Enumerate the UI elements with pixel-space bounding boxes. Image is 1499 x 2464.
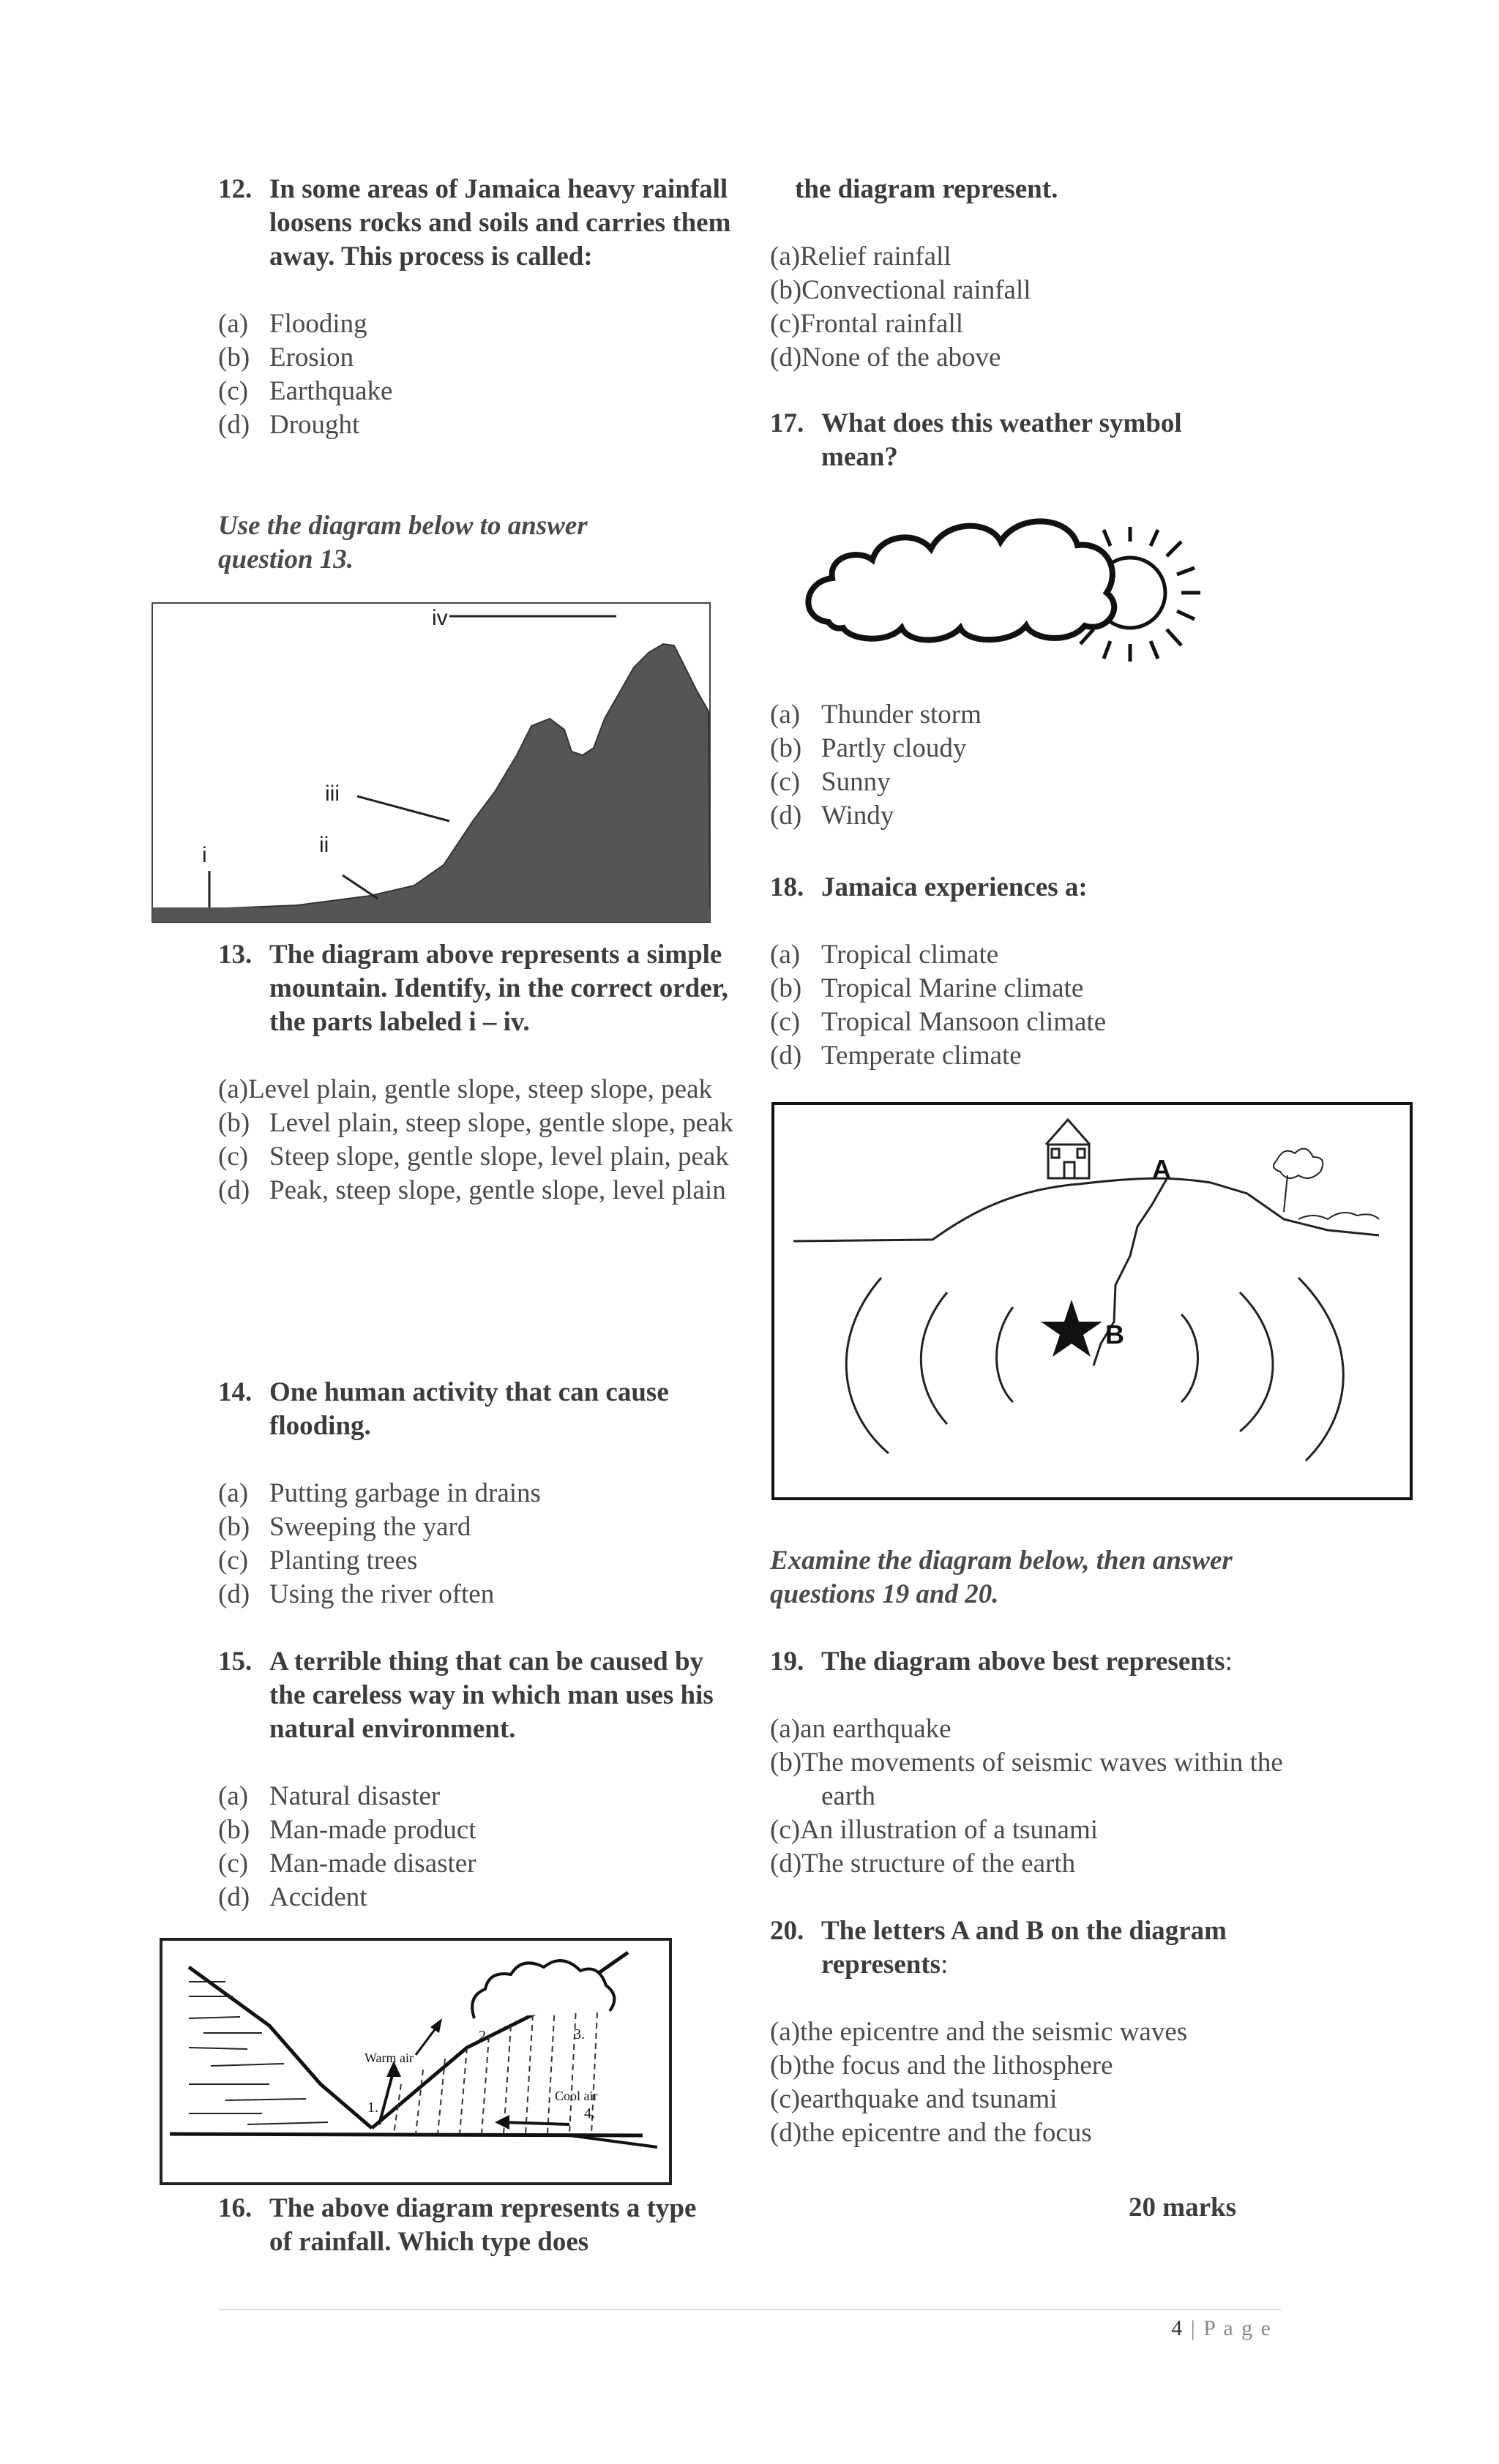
option-b[interactable]: (b) Erosion [218, 342, 354, 372]
option-a[interactable]: (a)an earthquake [770, 1714, 952, 1744]
option-c[interactable]: (c) Man-made disaster [218, 1849, 476, 1879]
option-c[interactable]: (c)earthquake and tsunami [770, 2084, 1058, 2114]
rainfall-diagram [160, 1938, 673, 2187]
option-d[interactable]: (d) Peak, steep slope, gentle slope, level plain [218, 1175, 726, 1205]
option-a[interactable]: (a) Tropical climate [770, 940, 999, 970]
question-15 [218, 1645, 745, 1914]
question-text: The letters A and B on the diagram represents [821, 1916, 1227, 1980]
instruction-q13: Use the diagram below to answer question 13. [218, 511, 588, 574]
option-d[interactable]: (d)None of the above [770, 342, 1001, 372]
option-c[interactable]: (c) Earthquake [218, 376, 393, 406]
instruction-q19-q20: Examine the diagram below, then answer questions 19 and 20. [770, 1546, 1233, 1609]
warm-air-label: Warm air [365, 2051, 414, 2065]
label-3: 3. [574, 2026, 585, 2042]
cool-air-label: Cool air [555, 2089, 598, 2103]
page-number: 4 | P a g e [1171, 2316, 1272, 2340]
option-d[interactable]: (d)The structure of the earth [770, 1849, 1076, 1879]
question-text: Jamaica experiences a: [821, 872, 1088, 902]
question-16 [218, 2192, 716, 2259]
option-c[interactable]: (c) Steep slope, gentle slope, level plain, peak [218, 1142, 729, 1172]
question-12 [218, 173, 745, 442]
option-a[interactable]: (a) Natural disaster [218, 1781, 441, 1811]
question-number: 14. [218, 1377, 253, 1407]
question-text: In some areas of Jamaica heavy rainfall loosens rocks and soils and carries them away. This process is called: [269, 174, 731, 272]
question-text: The diagram above represents a simple mountain. Identify, in the correct order, the parts labeled i – iv. [269, 940, 728, 1037]
option-b[interactable]: (b)The movements of seismic waves within the earth [770, 1748, 1283, 1811]
question-number: 20. [770, 1916, 804, 1946]
option-c[interactable]: (c) Sunny [770, 767, 891, 797]
question-number: 13. [218, 940, 253, 970]
question-text: A terrible thing that can be caused by the careless way in which man uses his natural environment. [269, 1647, 714, 1744]
option-b[interactable]: (b)Convectional rainfall [770, 275, 1031, 305]
question-text: One human activity that can cause flooding. [269, 1377, 669, 1441]
option-b[interactable]: (b) Level plain, steep slope, gentle slope, peak [218, 1108, 733, 1138]
mountain-shape [152, 644, 710, 922]
label-iii: iii [325, 782, 340, 806]
question-14 [218, 1376, 745, 1611]
label-a: A [1152, 1154, 1171, 1184]
question-number: 19. [770, 1647, 804, 1677]
question-number: 15. [218, 1647, 253, 1677]
option-a[interactable]: (a) Flooding [218, 309, 367, 339]
footer-divider [218, 2309, 1281, 2310]
option-b[interactable]: (b) Partly cloudy [770, 733, 967, 763]
question-13 [218, 938, 745, 1207]
option-b[interactable]: (b) Tropical Marine climate [770, 973, 1084, 1003]
question-text: The above diagram represents a type of rainfall. Which type does [269, 2193, 697, 2257]
label-b: B [1105, 1319, 1124, 1349]
option-a[interactable]: (a)the epicentre and the seismic waves [770, 2017, 1188, 2047]
question-text: What does this weather symbol mean? [821, 408, 1182, 472]
option-a[interactable]: (a) Thunder storm [770, 700, 982, 730]
option-a[interactable]: (a)Level plain, gentle slope, steep slope, peak [218, 1074, 713, 1104]
question-17 [770, 407, 1238, 474]
question-16-options [770, 240, 1429, 375]
option-c[interactable]: (c) Tropical Mansoon climate [770, 1007, 1107, 1037]
option-c[interactable]: (c)An illustration of a tsunami [770, 1815, 1099, 1845]
partly-cloudy-symbol [799, 498, 1209, 666]
option-a[interactable]: (a) Putting garbage in drains [218, 1478, 541, 1508]
question-16-continued: the diagram represent. [795, 174, 1058, 204]
option-b[interactable]: (b) Sweeping the yard [218, 1512, 471, 1542]
option-d[interactable]: (d) Temperate climate [770, 1041, 1022, 1071]
label-4: 4. [584, 2105, 595, 2122]
question-number: 17. [770, 408, 804, 438]
label-iv: iv [432, 606, 448, 630]
option-a[interactable]: (a)Relief rainfall [770, 241, 952, 272]
option-d[interactable]: (d) Windy [770, 801, 894, 831]
option-d[interactable]: (d)the epicentre and the focus [770, 2118, 1092, 2148]
question-20: 20. The letters A and B on the diagram represents: (a)the epicentre and the seismic waves (b)the focus and the lithosphere (c)earthquake and tsunami (d)the epicentre and the focus [770, 1914, 1282, 2150]
mountain-diagram [151, 602, 720, 931]
label-ii: ii [319, 833, 329, 857]
option-c[interactable]: (c) Planting trees [218, 1546, 418, 1576]
label-2: 2. [479, 2028, 490, 2044]
label-i: i [202, 843, 207, 867]
question-text: The diagram above best represents [821, 1647, 1225, 1677]
question-19: 19. The diagram above best represents: (a)an earthquake (b)The movements of seismic waves within the earth (c)An illustration of a tsunami (d)The structure of the earth [770, 1645, 1429, 1881]
question-17-options [770, 698, 1429, 833]
label-1: 1. [367, 2100, 378, 2116]
option-d[interactable]: (d) Accident [218, 1882, 367, 1912]
option-b[interactable]: (b)the focus and the lithosphere [770, 2051, 1113, 2081]
option-b[interactable]: (b) Man-made product [218, 1815, 476, 1845]
question-number: 16. [218, 2193, 253, 2223]
option-c[interactable]: (c)Frontal rainfall [770, 309, 964, 339]
total-marks: 20 marks [1129, 2192, 1236, 2223]
cloud-icon [808, 521, 1114, 640]
option-d[interactable]: (d) Drought [218, 410, 360, 440]
seismic-wave-diagram [771, 1102, 1414, 1502]
option-d[interactable]: (d) Using the river often [218, 1579, 495, 1609]
question-18 [770, 871, 1429, 1073]
question-number: 12. [218, 174, 253, 204]
question-number: 18. [770, 872, 804, 902]
